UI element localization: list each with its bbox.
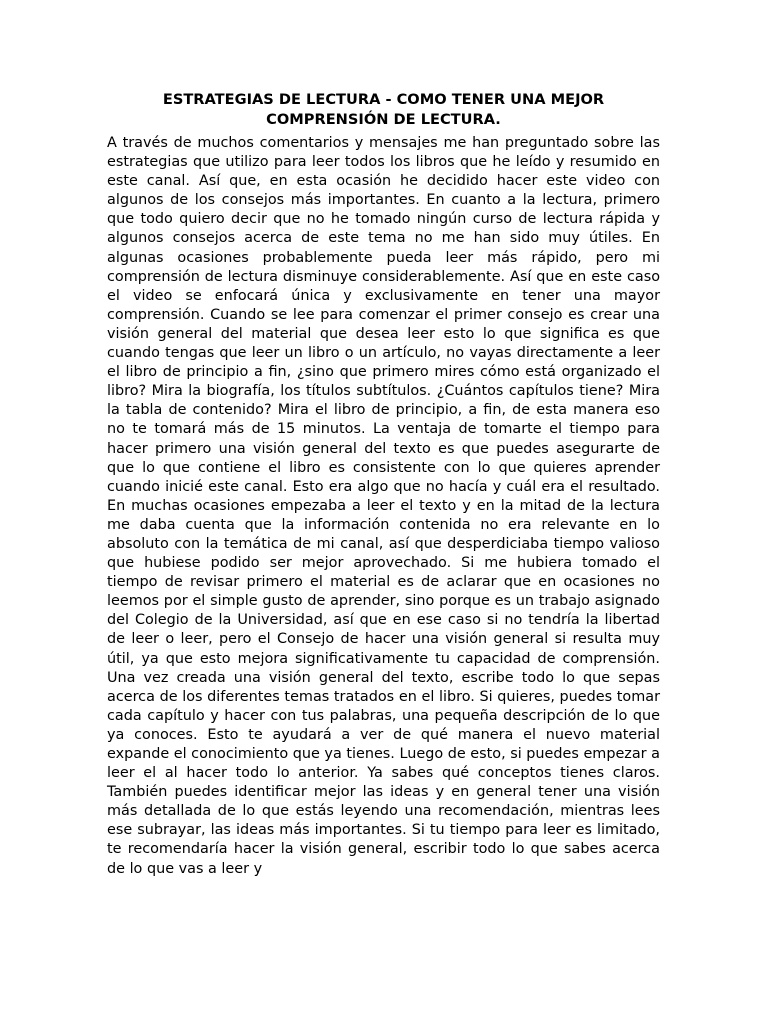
document-body-paragraph: A través de muchos comentarios y mensajes me han preguntado sobre las estrategias que utilizo para leer todos los libros que he leído y resumido en este canal. Así que, en esta ocasión he decidido hacer este video con algunos de los consejos más importantes. En cuanto a la lectura, primero que todo quiero decir que no he tomado ningún curso de lectura rápida y algunos consejos acerca de este tema no me han sido muy útiles. En algunas ocasiones probablemente pueda leer más rápido, pero mi comprensión de lectura disminuye considerablemente. Así que en este caso el video se enfocará única y exclusivamente en tener una mayor comprensión. Cuando se lee para comenzar el primer consejo es crear una visión general del material que desea leer esto lo que significa es que cuando tengas que leer un libro o un artículo, no vayas directamente a leer el libro de principio a fin, ¿sino que primero mires cómo está organizado el libro? Mira la biografía, los títulos subtítulos. ¿Cuántos capítulos tiene? Mira la tabla de contenido? Mira el libro de principio, a fin, de esta manera eso no te tomará más de 15 minutos. La ventaja de tomarte el tiempo para hacer primero una visión general del texto es que puedes asegurarte de que lo que contiene el libro es consistente con lo que quieres aprender cuando inicié este canal. Esto era algo que no hacía y cuál era el resultado. En muchas ocasiones empezaba a leer el texto y en la mitad de la lectura me daba cuenta que la información contenida no era relevante en lo absoluto con la temática de mi canal, así que desperdiciaba tiempo valioso que hubiese podido ser mejor aprovechado. Si me hubiera tomado el tiempo de revisar primero el material es de aclarar que en ocasiones no leemos por el simple gusto de aprender, sino porque es un trabajo asignado del Colegio de la Universidad, así que en ese caso si no tendría la libertad de leer o leer, pero el Consejo de hacer una visión general si resulta muy útil, ya que esto mejora significativamente tu capacidad de comprensión. Una vez creada una visión general del texto, escribe todo lo que sepas acerca de los diferentes temas tratados en el libro. Si quieres, puedes tomar cada capítulo y hacer con tus palabras, una pequeña descripción de lo que ya conoces. Esto te ayudará a ver de qué manera el nuevo material expande el conocimiento que ya tienes. Luego de esto, si puedes empezar a leer el al hacer todo lo anterior. Ya sabes qué conceptos tienes claros. También puedes identificar mejor las ideas y en general tener una visión más detallada de lo que estás leyendo una recomendación, mientras lees ese subrayar, las ideas más importantes. Si tu tiempo para leer es limitado, te recomendaría hacer la visión general, escribir todo lo que sabes acerca de lo que vas a leer y [107, 135, 660, 877]
document-page [107, 90, 660, 879]
document-title: ESTRATEGIAS DE LECTURA - COMO TENER UNA MEJOR COMPRENSIÓN DE LECTURA. [162, 91, 605, 128]
